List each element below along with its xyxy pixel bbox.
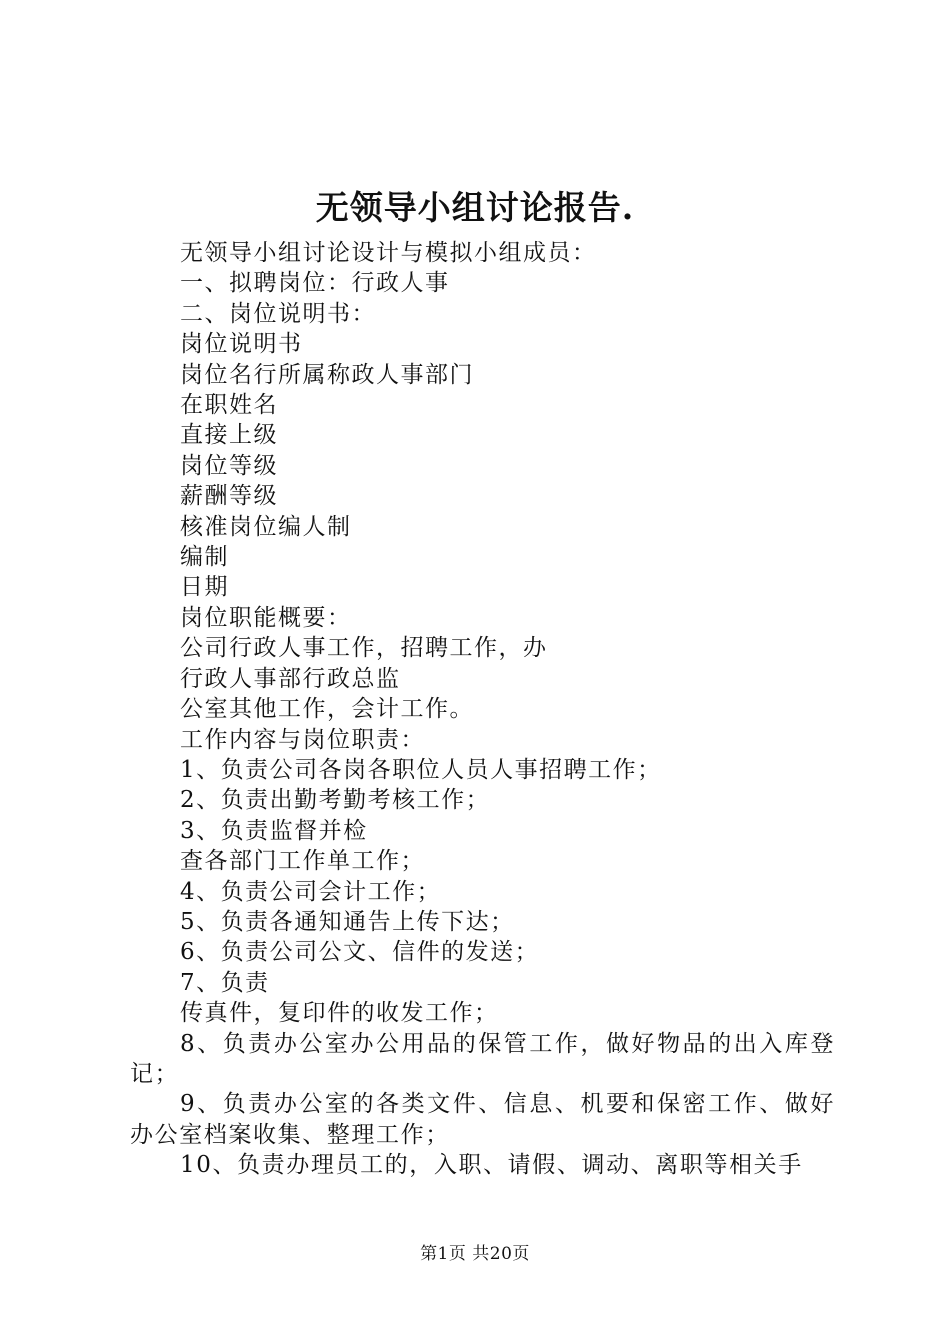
text-line: 核准岗位编人制 <box>180 513 352 540</box>
text-line: 一、拟聘岗位：行政人事 <box>180 270 450 297</box>
text-line: 工作内容与岗位职责： <box>180 726 425 753</box>
text-line: 日期 <box>180 574 229 601</box>
text-line: 薪酬等级 <box>180 483 278 510</box>
text-line: 编制 <box>180 544 229 571</box>
text-line: 3、负责监督并检 <box>180 817 368 844</box>
text-line: 2、负责出勤考勤考核工作； <box>180 787 491 814</box>
text-line: 4、负责公司会计工作； <box>180 878 442 905</box>
text-line: 传真件，复印件的收发工作； <box>180 1000 499 1027</box>
text-line: 岗位等级 <box>180 452 278 479</box>
text-paragraph: 10、负责办理员工的，入职、请假、调动、离职等相关手 <box>180 1152 803 1179</box>
text-line: 公室其他工作，会计工作。 <box>180 696 474 723</box>
text-line: 二、岗位说明书： <box>180 300 376 327</box>
document-body <box>130 238 835 1181</box>
text-paragraph: 8、负责办公室办公用品的保管工作，做好物品的出入库登记； <box>130 1030 835 1087</box>
text-line: 无领导小组讨论设计与模拟小组成员： <box>180 240 597 266</box>
text-line: 6、负责公司公文、信件的发送； <box>180 939 540 966</box>
text-line: 在职姓名 <box>180 392 278 419</box>
text-line: 1、负责公司各岗各职位人员人事招聘工作； <box>180 756 662 783</box>
text-line: 5、负责各通知通告上传下达； <box>180 908 515 935</box>
text-line: 公司行政人事工作，招聘工作，办 <box>180 635 548 662</box>
text-line: 7、负责 <box>180 969 270 996</box>
document-title: 无领导小组讨论报告. <box>315 188 635 227</box>
text-line: 岗位名行所属称政人事部门 <box>180 361 474 388</box>
text-paragraph: 9、负责办公室的各类文件、信息、机要和保密工作、做好办公室档案收集、整理工作； <box>130 1091 835 1148</box>
text-line: 直接上级 <box>180 422 278 449</box>
page-footer: 第1页 共20页 <box>420 1244 530 1264</box>
text-line: 岗位职能概要： <box>180 604 352 631</box>
text-line: 查各部门工作单工作； <box>180 848 425 875</box>
text-line: 行政人事部行政总监 <box>180 665 401 692</box>
text-line: 岗位说明书 <box>180 331 303 358</box>
